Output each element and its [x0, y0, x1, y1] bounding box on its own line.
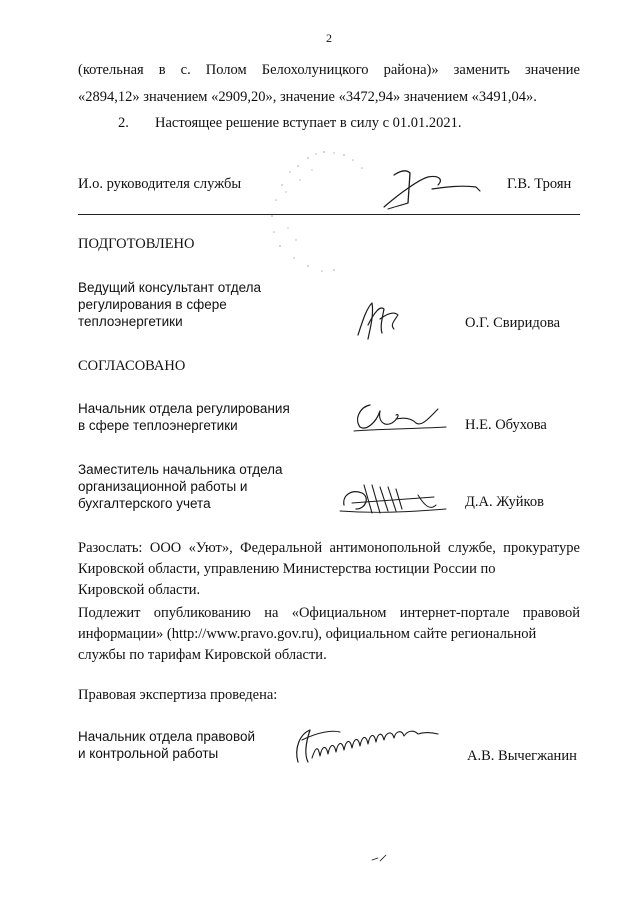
publication-paragraph: Подлежит опубликованию на «Официальном интернет-портале правовой информации» (http://www.pravo.gov.ru), официальном сайте региональной службы по тарифам Кировской области. [78, 605, 580, 663]
body-paragraph-line: (котельная в с. Полом Белохолуницкого района)» заменить значение [78, 62, 580, 78]
agreed-heading: СОГЛАСОВАНО [78, 358, 186, 374]
agreed-name-1: Н.Е. Обухова [465, 417, 547, 433]
distribution-paragraph: Разослать: ООО «Уют», Федеральной антимонопольной службе, прокуратуре Кировской области, управлению Министерства юстиции России по Кировской области. [78, 540, 580, 598]
head-position: И.о. руководителя службы [78, 176, 242, 192]
page-number: 2 [326, 31, 332, 45]
head-name: Г.В. Троян [507, 176, 572, 192]
agreed-position-1: Начальник отдела регулирования в сфере теплоэнергетики [78, 401, 290, 433]
item-text: Настоящее решение вступает в силу с 01.01.2021. [155, 115, 462, 131]
agreed-signature-2 [338, 475, 453, 520]
legal-review-note: Правовая экспертиза проведена: [78, 687, 278, 703]
body-paragraph-line: «2894,12» значением «2909,20», значение «3472,94» значением «3491,04». [78, 89, 537, 105]
scan-mark [370, 852, 390, 864]
item-number: 2. [118, 115, 129, 131]
agreed-position-2: Заместитель начальника отдела организационной работы и бухгалтерского учета [78, 462, 283, 511]
horizontal-divider [78, 214, 580, 215]
legal-review-name: А.В. Вычегжанин [467, 748, 577, 764]
prepared-heading: ПОДГОТОВЛЕНО [78, 236, 195, 252]
prepared-signature [350, 295, 410, 345]
prepared-position: Ведущий консультант отдела регулирования в сфере теплоэнергетики [78, 280, 262, 329]
agreed-signature-1 [350, 393, 450, 438]
legal-review-position: Начальник отдела правовой и контрольной работы [78, 729, 256, 761]
agreed-name-2: Д.А. Жуйков [465, 494, 544, 510]
prepared-name: О.Г. Свиридова [465, 315, 561, 331]
legal-review-signature [288, 724, 448, 769]
head-signature [380, 163, 490, 213]
